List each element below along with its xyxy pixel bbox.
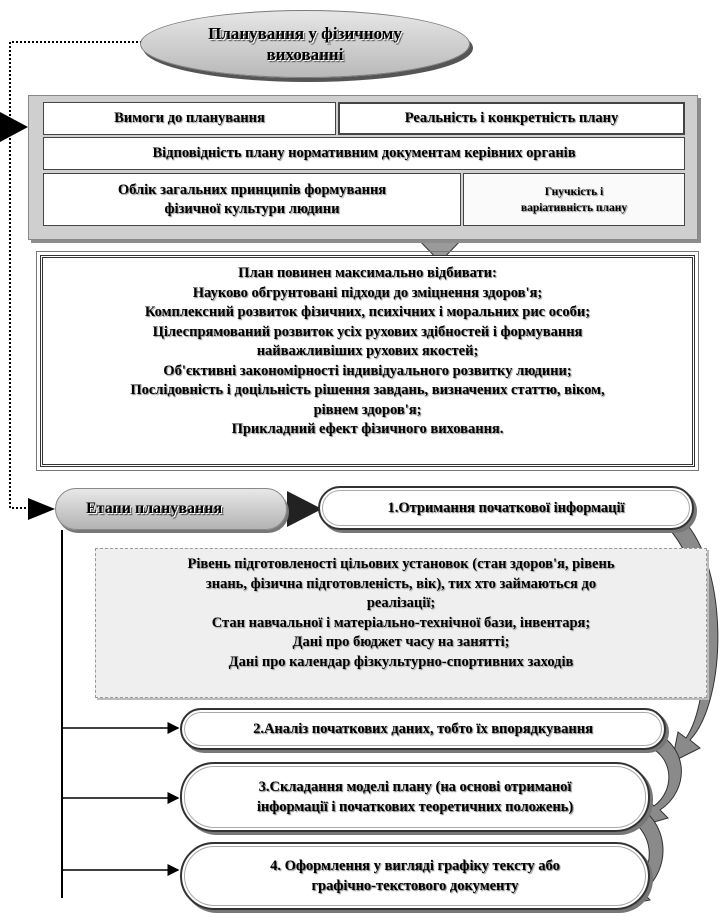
- info-box: [95, 548, 707, 698]
- reality-label: Реальність і конкретність плану: [404, 110, 619, 126]
- info-line-5: Дані про бюджет часу на занятті;: [292, 634, 510, 650]
- info-line-4: Стан навчальної і матеріально-технічної бази, інвентаря;: [211, 614, 591, 631]
- step-4-line-2: графічно-текстового документу: [311, 878, 519, 894]
- flexibility-line-2: варіативність плану: [520, 201, 628, 214]
- diagram-title: Планування у фізичному вихованні: [208, 24, 402, 64]
- principles-line-1: Облік загальних принципів формування: [117, 181, 387, 198]
- requirements-cell-3: [43, 137, 685, 170]
- title-ellipse: [140, 10, 470, 78]
- step-3-line-2: інформації і початкових теоретичних положень): [256, 799, 574, 815]
- step-2-box: [180, 708, 666, 750]
- requirements-cell-5: [463, 173, 685, 226]
- plan-line-4: найважливіших рухових якостей;: [256, 343, 479, 359]
- step-4-box: [180, 842, 650, 910]
- requirements-cell-4: [43, 173, 461, 226]
- plan-line-5: Об'єктивні закономірності індивідуального розвитку людини;: [163, 362, 572, 379]
- step-3-box: [180, 762, 650, 832]
- info-line-6: Дані про календар фізкультурно-спортивних заходів: [228, 653, 574, 670]
- plan-line-6: Послідовність і доцільність рішення завдань, визначених статтю, віком,: [130, 382, 605, 398]
- info-line-2: знань, фізична підготовленість, вік), тих хто займаються до: [205, 575, 597, 592]
- plan-line-3: Цілеспрямований розвиток усіх рухових здібностей і формування: [152, 323, 583, 340]
- plan-line-7: рівнем здоров'я;: [313, 401, 422, 418]
- plan-heading: План повинен максимально відбивати:: [238, 265, 497, 281]
- step-1-text: 1.Отримання початкової інформації: [387, 500, 625, 516]
- plan-line-1: Науково обгрунтовані підходи до зміцнення здоров'я;: [192, 284, 543, 301]
- requirements-label: Вимоги до планування: [114, 110, 265, 126]
- plan-line-2: Комплексний розвиток фізичних, психічних і моральних рис особи;: [144, 304, 591, 320]
- stages-pill: [55, 488, 287, 530]
- plan-line-8: Прикладний ефект фізичного виховання.: [231, 421, 504, 437]
- step-3-line-1: 3.Складання моделі плану (на основі отриманої: [258, 779, 572, 795]
- info-line-3: реалізації;: [366, 595, 436, 611]
- principles-line-2: фізичної культури людини: [164, 200, 340, 217]
- compliance-label: Відповідність плану нормативним документам керівних органів: [152, 145, 576, 161]
- step-4-line-1: 4. Оформлення у вигляді графіку тексту або: [270, 858, 560, 874]
- info-line-1: Рівень підготовленості цільових установок (стан здоров'я, рівень: [187, 556, 615, 572]
- arrow-to-step1: [287, 491, 322, 527]
- step-2-text: 2.Аналіз початкових даних, тобто їх впорядкування: [253, 721, 593, 737]
- step-1-box: [318, 486, 694, 530]
- requirements-cell-2: [338, 102, 685, 135]
- arrow-to-requirements: [0, 112, 28, 142]
- arrow-to-stages: [28, 498, 55, 520]
- plan-box: [40, 255, 695, 467]
- stages-label: Етапи планування: [86, 500, 223, 517]
- requirements-cell-1: [43, 102, 336, 135]
- flexibility-line-1: Гнучкість і: [544, 185, 604, 198]
